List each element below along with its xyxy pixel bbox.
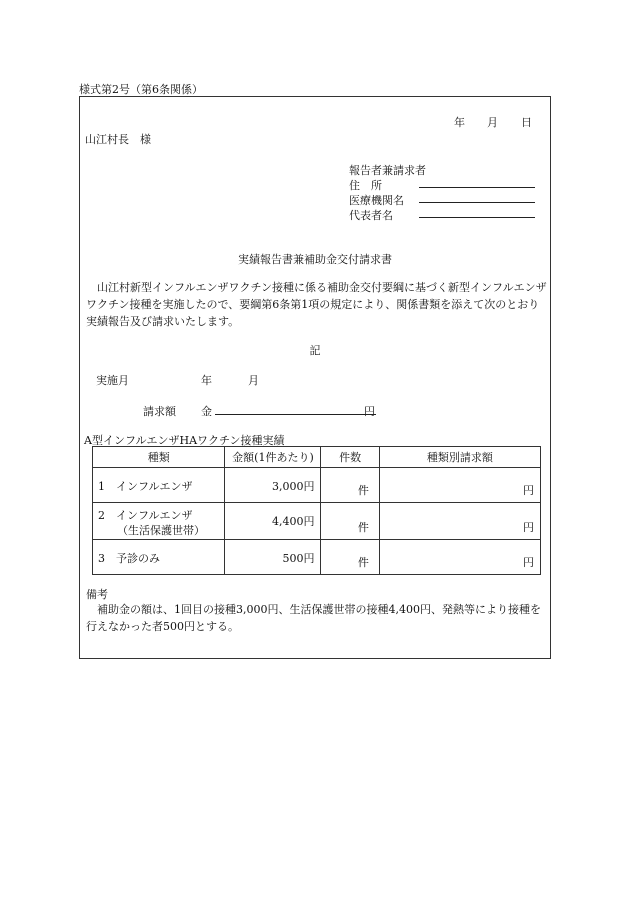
- representative-line: [419, 217, 535, 218]
- ki-label: 記: [309, 344, 321, 357]
- claim-amount-line: [215, 414, 376, 415]
- date-day: 日: [521, 116, 532, 129]
- row-amount: 4,400円: [271, 515, 315, 528]
- row-total-cell[interactable]: [379, 503, 540, 540]
- row-total-unit: 円: [523, 556, 534, 569]
- row-type-cell: [93, 540, 225, 575]
- table-header-row: [93, 447, 541, 468]
- row-count-cell[interactable]: [321, 540, 379, 575]
- row-total-cell[interactable]: [379, 468, 540, 503]
- row-total-unit: 円: [523, 484, 534, 497]
- row-count-cell[interactable]: [321, 468, 379, 503]
- row-count-unit: 件: [357, 521, 369, 534]
- row-type-cell: [93, 503, 225, 540]
- vaccination-table: [92, 446, 541, 575]
- header-amount: 金額(1件あたり): [225, 447, 321, 468]
- claim-label: 請求額: [143, 405, 176, 418]
- row-total-cell[interactable]: [379, 540, 540, 575]
- date-month: 月: [487, 116, 498, 129]
- row-type-sub: （生活保護世帯）: [117, 524, 205, 537]
- form-number: 様式第2号（第6条関係）: [79, 83, 203, 96]
- row-amount-cell: [225, 540, 321, 575]
- date-line: [454, 114, 532, 130]
- implementation-label: 実施月: [96, 374, 129, 387]
- header-type: 種類: [93, 447, 225, 468]
- row-total-unit: 円: [523, 521, 534, 534]
- implementation-month: 月: [248, 374, 259, 387]
- row-type-cell: [93, 468, 225, 503]
- row-type: 3 予診のみ: [98, 552, 160, 565]
- claim-suffix: 円: [364, 405, 375, 418]
- row-amount: 3,000円: [271, 480, 315, 493]
- row-count-cell[interactable]: [321, 503, 379, 540]
- header-total: 種類別請求額: [379, 447, 540, 468]
- note-text: 補助金の額は、1回目の接種3,000円、生活保護世帯の接種4,400円、発熱等により接種を行えなかった者500円とする。: [86, 603, 541, 633]
- row-count-unit: 件: [357, 556, 369, 569]
- reporter-heading: 報告者兼請求者: [349, 164, 426, 177]
- address-line: [419, 187, 535, 188]
- header-count: 件数: [321, 447, 379, 468]
- implementation-year: 年: [201, 374, 212, 387]
- table-row: [93, 503, 541, 540]
- row-type: 2 インフルエンザ: [98, 509, 193, 522]
- row-amount: 500円: [282, 552, 315, 565]
- row-count-unit: 件: [357, 484, 369, 497]
- claim-prefix: 金: [201, 405, 212, 418]
- document-title: 実績報告書兼補助金交付請求書: [238, 253, 392, 266]
- row-amount-cell: [225, 468, 321, 503]
- reporter-representative-label: 代表者名: [349, 209, 393, 222]
- reporter-address-label: 住 所: [349, 179, 382, 192]
- institution-line: [419, 202, 535, 203]
- row-type: 1 インフルエンザ: [98, 480, 193, 493]
- addressee: 山江村長 様: [85, 133, 151, 146]
- reporter-institution-label: 医療機関名: [349, 194, 404, 207]
- row-amount-cell: [225, 503, 321, 540]
- note-heading: 備考: [86, 588, 108, 601]
- table-caption: A型インフルエンザHAワクチン接種実績: [84, 434, 285, 447]
- table-row: [93, 540, 541, 575]
- body-text: 山江村新型インフルエンザワクチン接種に係る補助金交付要綱に基づく新型インフルエンザワクチン接種を実施したので、要綱第6条第1項の規定により、関係書類を添えて次のとおり実績報告及び請求いたします。: [86, 281, 547, 328]
- date-year: 年: [454, 116, 465, 129]
- table-row: [93, 468, 541, 503]
